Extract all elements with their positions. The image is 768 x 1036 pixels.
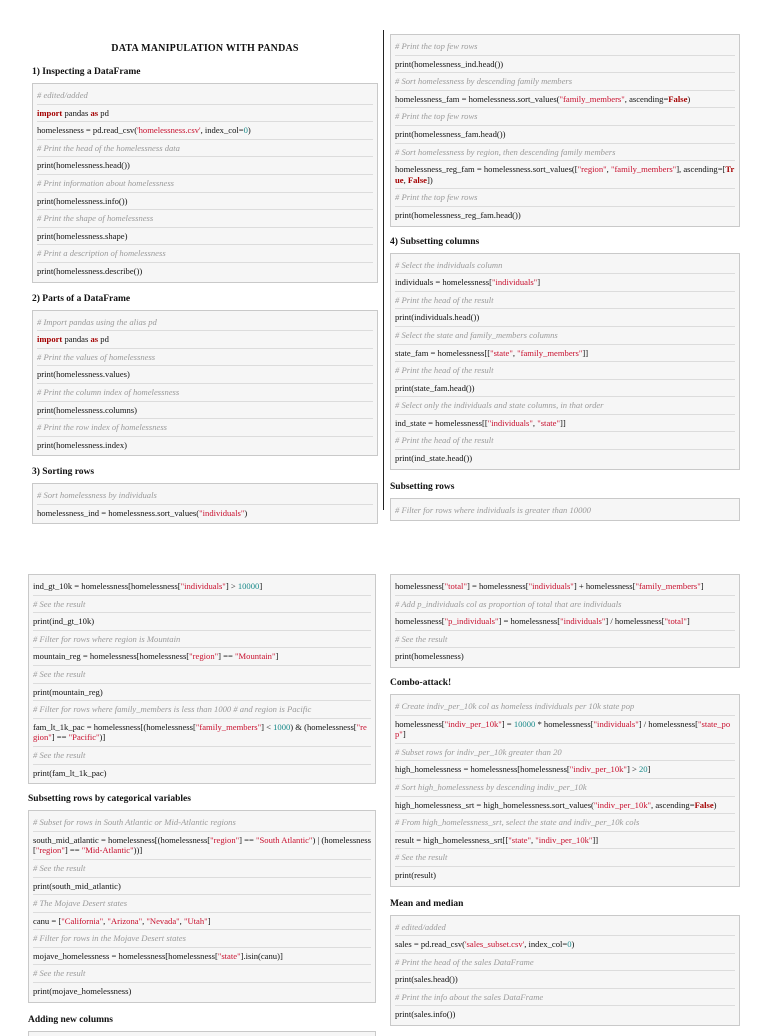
code-comment-line: # Print a description of homelessness xyxy=(37,245,373,263)
code-comment-line: # Print the shape of homelessness xyxy=(37,210,373,228)
code-comment-line: # See the result xyxy=(33,747,371,765)
code-line: print(homelessness_ind.head()) xyxy=(395,56,735,74)
code-comment-line: # Import pandas using the alias pd xyxy=(37,314,373,332)
code-comment-line: # Filter for rows in the Mojave Desert states xyxy=(33,930,371,948)
code-line: individuals = homelessness["individuals"] xyxy=(395,274,735,292)
code-line: print(mojave_homelessness) xyxy=(33,986,132,997)
code-line: ind_state = homelessness[["individuals", "state"]] xyxy=(395,415,735,433)
code-line: print(sales.info()) xyxy=(395,1009,456,1020)
code-comment-line: # Print the values of homelessness xyxy=(37,349,373,367)
section-heading-inspecting: 1) Inspecting a DataFrame xyxy=(32,67,141,77)
code-comment-line: # Print the column index of homelessness xyxy=(37,384,373,402)
code-line: print(sales.head()) xyxy=(395,971,735,989)
code-comment-line: # edited/added xyxy=(37,87,373,105)
code-line: print(homelessness.index) xyxy=(37,439,127,450)
code-box xyxy=(390,574,740,668)
code-comment-line: # Select only the individuals and state columns, in that order xyxy=(395,397,735,415)
code-line: ind_gt_10k = homelessness[homelessness["individuals"] > 10000] xyxy=(33,578,371,596)
code-box xyxy=(390,694,740,887)
code-comment-line: # Print the head of the result xyxy=(395,362,735,380)
code-line: high_homelessness_srt = high_homelessness.sort_values("indiv_per_10k", ascending=False) xyxy=(395,797,735,815)
code-comment-line: # Print information about homelessness xyxy=(37,175,373,193)
section-heading-categorical: Subsetting rows by categorical variables xyxy=(28,794,191,805)
code-comment-line: # See the result xyxy=(33,666,371,684)
code-box xyxy=(390,498,740,522)
code-line: print(homelessness.info()) xyxy=(37,193,373,211)
code-comment-line: # Select the individuals column xyxy=(395,257,735,275)
section-heading-mean-median: Mean and median xyxy=(390,898,464,909)
code-comment-line: # Add p_individuals col as proportion of total that are individuals xyxy=(395,596,735,614)
code-comment-line: # Print the row index of homelessness xyxy=(37,419,373,437)
page1-left-column xyxy=(32,43,378,524)
code-line: mojave_homelessness = homelessness[homelessness["state"].isin(canu)] xyxy=(33,948,371,966)
code-comment-line: # Print the top few rows xyxy=(395,189,735,207)
code-line: print(homelessness.describe()) xyxy=(37,265,143,276)
code-box xyxy=(28,810,376,1003)
code-line: homelessness["p_individuals"] = homelessness["individuals"] / homelessness["total"] xyxy=(395,613,735,631)
code-comment-line: # Print the head of the result xyxy=(395,292,735,310)
code-comment-line: # Print the top few rows xyxy=(395,38,735,56)
code-line: high_homelessness = homelessness[homelessness["indiv_per_10k"] > 20] xyxy=(395,761,735,779)
page2-left-column xyxy=(28,574,376,1036)
code-line: print(ind_gt_10k) xyxy=(33,613,371,631)
code-line: print(homelessness.shape) xyxy=(37,228,373,246)
code-box xyxy=(390,253,740,470)
code-line: homelessness_fam = homelessness.sort_values("family_members", ascending=False) xyxy=(395,91,735,109)
code-comment-line: # See the result xyxy=(33,596,371,614)
code-box-continued xyxy=(28,1031,376,1036)
code-line: import pandas as pd xyxy=(37,331,373,349)
code-comment-line: # See the result xyxy=(33,860,371,878)
code-line: result = high_homelessness_srt[["state", "indiv_per_10k"]] xyxy=(395,832,735,850)
code-line: print(homelessness.columns) xyxy=(37,402,373,420)
code-line: homelessness = pd.read_csv('homelessness.csv', index_col=0) xyxy=(37,122,373,140)
code-line: print(homelessness.head()) xyxy=(37,157,373,175)
section-heading-sorting: 3) Sorting rows xyxy=(32,467,95,478)
code-line: homelessness_ind = homelessness.sort_values("individuals") xyxy=(37,507,248,518)
code-comment-line: # Create indiv_per_10k col as homeless individuals per 10k state pop xyxy=(395,698,735,716)
code-line: homelessness["indiv_per_10k"] = 10000 * homelessness["individuals"] / homelessness["state_pop"] xyxy=(395,716,735,744)
code-box xyxy=(32,483,378,524)
code-box xyxy=(390,34,740,227)
code-line: print(homelessness_reg_fam.head()) xyxy=(395,209,521,220)
code-comment-line: # The Mojave Desert states xyxy=(33,895,371,913)
code-line: print(south_mid_atlantic) xyxy=(33,878,371,896)
code-line: print(homelessness.values) xyxy=(37,366,373,384)
code-line: homelessness["total"] = homelessness["individuals"] + homelessness["family_members"] xyxy=(395,578,735,596)
code-line: print(state_fam.head()) xyxy=(395,380,735,398)
code-comment-line: # Print the head of the sales DataFrame xyxy=(395,954,735,972)
page1-right-column xyxy=(390,34,740,521)
section-heading-parts: 2) Parts of a DataFrame xyxy=(32,293,131,304)
code-box xyxy=(28,574,376,784)
column-divider xyxy=(383,30,384,510)
page2-right-column xyxy=(390,574,740,1026)
code-comment-line: # Filter for rows where family_members is less than 1000 # and region is Pacific xyxy=(33,701,371,719)
code-comment-line: # Filter for rows where individuals is greater than 10000 xyxy=(395,504,591,515)
code-box xyxy=(32,83,378,283)
section-heading-combo-attack: Combo-attack! xyxy=(390,677,452,688)
code-comment-line: # Subset rows for indiv_per_10k greater than 20 xyxy=(395,744,735,762)
code-comment-line: # Sort homelessness by descending family members xyxy=(395,73,735,91)
code-line: south_mid_atlantic = homelessness[(homelessness["region"] == "South Atlantic") | (homelessness["region"] == "Mid-Atlantic"))] xyxy=(33,832,371,860)
code-comment-line: # See the result xyxy=(395,849,735,867)
section-heading-subsetting-columns: 4) Subsetting columns xyxy=(390,236,480,247)
code-line: print(ind_state.head()) xyxy=(395,453,473,464)
code-comment-line: # Subset for rows in South Atlantic or Mid-Atlantic regions xyxy=(33,814,371,832)
code-comment-line: # Filter for rows where region is Mountain xyxy=(33,631,371,649)
code-line: state_fam = homelessness[["state", "family_members"]] xyxy=(395,345,735,363)
code-comment-line: # See the result xyxy=(33,965,371,983)
code-line: canu = ["California", "Arizona", "Nevada", "Utah"] xyxy=(33,913,371,931)
code-comment-line: # Sort homelessness by individuals xyxy=(37,487,373,505)
code-line: print(result) xyxy=(395,869,437,880)
code-comment-line: # Print the top few rows xyxy=(395,108,735,126)
code-line: print(fam_lt_1k_pac) xyxy=(33,767,107,778)
code-line: print(mountain_reg) xyxy=(33,684,371,702)
code-line: print(individuals.head()) xyxy=(395,309,735,327)
code-box xyxy=(390,915,740,1027)
code-line: sales = pd.read_csv('sales_subset.csv', index_col=0) xyxy=(395,936,735,954)
code-comment-line: # Select the state and family_members columns xyxy=(395,327,735,345)
code-comment-line: # From high_homelessness_srt, select the state and indiv_per_10k cols xyxy=(395,814,735,832)
code-line: print(homelessness) xyxy=(395,651,464,662)
code-comment-line: # Print the head of the homelessness data xyxy=(37,140,373,158)
code-comment-line: # edited/added xyxy=(395,919,735,937)
code-comment-line: # Sort homelessness by region, then descending family members xyxy=(395,144,735,162)
code-comment-line: # See the result xyxy=(395,631,735,649)
code-box xyxy=(32,310,378,457)
code-line: mountain_reg = homelessness[homelessness["region"] == "Mountain"] xyxy=(33,648,371,666)
document-title: DATA MANIPULATION WITH PANDAS xyxy=(111,43,299,54)
code-line: fam_lt_1k_pac = homelessness[(homelessness["family_members"] < 1000) & (homelessness["region"] == "Pacific")] xyxy=(33,719,371,747)
code-comment-line: # Print the info about the sales DataFrame xyxy=(395,989,735,1007)
section-heading-adding-columns: Adding new columns xyxy=(28,1014,113,1025)
section-heading-subsetting-rows: Subsetting rows xyxy=(390,481,455,492)
code-line: import pandas as pd xyxy=(37,105,373,123)
code-line: homelessness_reg_fam = homelessness.sort_values(["region", "family_members"], ascending=[True, False]) xyxy=(395,161,735,189)
code-comment-line: # Sort high_homelessness by descending indiv_per_10k xyxy=(395,779,735,797)
code-line: print(homelessness_fam.head()) xyxy=(395,126,735,144)
code-comment-line: # Print the head of the result xyxy=(395,432,735,450)
